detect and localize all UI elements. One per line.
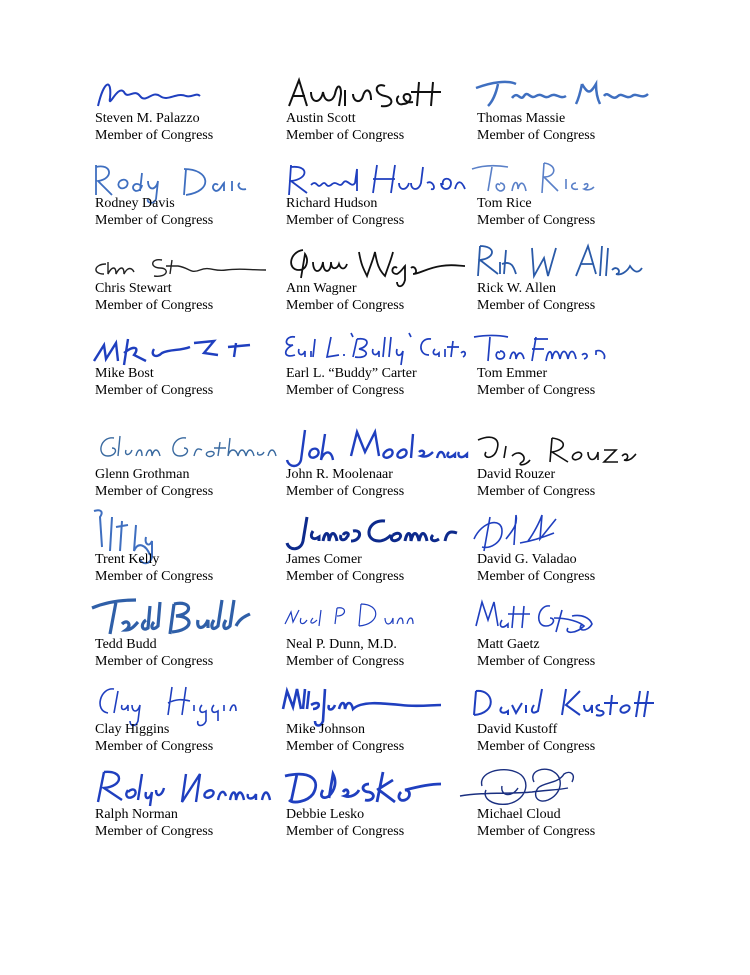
signature-block-budd	[95, 596, 285, 681]
signature-block-comer	[286, 511, 476, 596]
signer-title: Member of Congress	[95, 128, 214, 143]
signer-name: Debbie Lesko	[286, 807, 365, 822]
signer-title: Member of Congress	[477, 824, 596, 839]
signature-block-davis	[95, 155, 285, 240]
signer-name: David G. Valadao	[477, 552, 577, 567]
signer-name: John R. Moolenaar	[286, 467, 393, 482]
signer-name: Richard Hudson	[286, 196, 378, 211]
signature-block-gaetz	[477, 596, 667, 681]
signer-title: Member of Congress	[477, 569, 596, 584]
signer-name: Michael Cloud	[477, 807, 561, 822]
signature-block-carter	[286, 325, 476, 410]
signer-title: Member of Congress	[477, 213, 596, 228]
signer-title: Member of Congress	[95, 298, 214, 313]
signer-title: Member of Congress	[286, 569, 405, 584]
signer-title: Member of Congress	[286, 824, 405, 839]
signer-title: Member of Congress	[477, 298, 596, 313]
signer-title: Member of Congress	[95, 824, 214, 839]
signer-name: Mike Johnson	[286, 722, 365, 737]
signer-name: Tom Emmer	[477, 366, 548, 381]
signer-name: Thomas Massie	[477, 111, 566, 126]
signer-name: Tom Rice	[477, 196, 532, 211]
signer-name: James Comer	[286, 552, 362, 567]
signer-title: Member of Congress	[286, 484, 405, 499]
signer-name: Matt Gaetz	[477, 637, 540, 652]
signer-name: Earl L. “Buddy” Carter	[286, 366, 417, 381]
signer-name: Clay Higgins	[95, 722, 170, 737]
signature-block-massie	[477, 70, 667, 155]
signer-name: David Rouzer	[477, 467, 556, 482]
signer-title: Member of Congress	[286, 739, 405, 754]
signature-block-kelly	[95, 511, 285, 596]
signature-block-wagner	[286, 240, 476, 325]
signer-name: Glenn Grothman	[95, 467, 190, 482]
signature-block-moolenaar	[286, 426, 476, 511]
signature-block-kustoff	[477, 681, 667, 766]
signature-block-bost	[95, 325, 285, 410]
signer-title: Member of Congress	[95, 484, 214, 499]
signer-name: Austin Scott	[286, 111, 356, 126]
signature-block-palazzo	[95, 70, 285, 155]
signer-name: Chris Stewart	[95, 281, 172, 296]
signer-title: Member of Congress	[286, 128, 405, 143]
signer-name: Neal P. Dunn, M.D.	[286, 637, 397, 652]
signer-title: Member of Congress	[477, 484, 596, 499]
signer-title: Member of Congress	[95, 654, 214, 669]
signature-block-rice	[477, 155, 667, 240]
signature-block-cloud	[477, 766, 667, 851]
signature-block-stewart	[95, 240, 285, 325]
signer-name: Ann Wagner	[286, 281, 357, 296]
signer-title: Member of Congress	[286, 654, 405, 669]
signature-block-higgins	[95, 681, 285, 766]
signer-name: Rick W. Allen	[477, 281, 556, 296]
signature-block-lesko	[286, 766, 476, 851]
signature-block-johnson	[286, 681, 476, 766]
signature-block-valadao	[477, 511, 667, 596]
signer-name: David Kustoff	[477, 722, 558, 737]
signer-title: Member of Congress	[95, 383, 214, 398]
signer-name: Steven M. Palazzo	[95, 111, 200, 126]
signer-title: Member of Congress	[286, 383, 405, 398]
signer-name: Ralph Norman	[95, 807, 178, 822]
signer-name: Trent Kelly	[95, 552, 160, 567]
signer-title: Member of Congress	[286, 213, 405, 228]
signature-block-norman	[95, 766, 285, 851]
signature-block-rouzer	[477, 426, 667, 511]
signer-name: Rodney Davis	[95, 196, 175, 211]
signature-block-emmer	[477, 325, 667, 410]
signer-title: Member of Congress	[477, 383, 596, 398]
signer-title: Member of Congress	[95, 213, 214, 228]
signer-title: Member of Congress	[477, 128, 596, 143]
signer-title: Member of Congress	[477, 739, 596, 754]
signer-name: Mike Bost	[95, 366, 154, 381]
signature-block-allen	[477, 240, 667, 325]
signer-title: Member of Congress	[95, 739, 214, 754]
signer-title: Member of Congress	[95, 569, 214, 584]
signer-title: Member of Congress	[286, 298, 405, 313]
signature-block-hudson	[286, 155, 476, 240]
signature-block-dunn	[286, 596, 476, 681]
signer-name: Tedd Budd	[95, 637, 157, 652]
signature-block-grothman	[95, 426, 285, 511]
signature-block-scott	[286, 70, 476, 155]
signer-title: Member of Congress	[477, 654, 596, 669]
